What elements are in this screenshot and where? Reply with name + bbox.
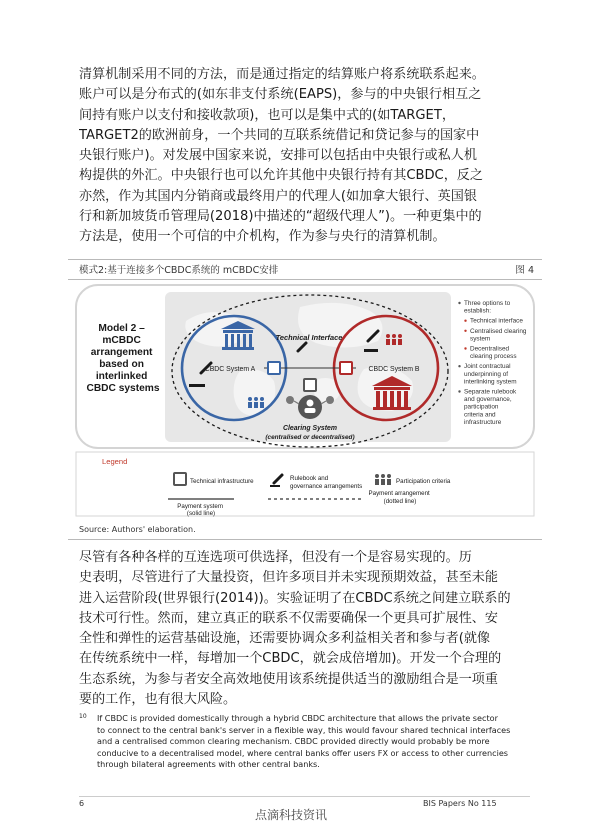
option-item: Joint contractual underpinning of interlinking system	[464, 363, 517, 386]
model-label-l6: CBDC systems	[86, 383, 160, 394]
footnote-line: and a centralised common clearing mechanism. CBDC provided directly would probably be more	[97, 736, 490, 747]
paragraph-2	[79, 548, 529, 710]
paragraph-1-line: 方法是，使用一个可信的中介机构，作为参与央行的清算机制。	[79, 229, 446, 245]
legend-payment-system-l1: Payment system	[177, 503, 223, 510]
paragraph-1-line: 间持有账户以支付和接收款项)，也可以是集中式的(如TARGET，	[79, 107, 455, 123]
publication-name: BIS Papers No 115	[423, 799, 497, 808]
footnote-line: conducive to a decentralised model, where central banks offer users FX or access to other currencies	[97, 747, 509, 758]
footnote-line: through bilateral agreements with other central banks.	[97, 759, 320, 770]
model-label-l2: mCBDC	[102, 335, 141, 346]
paragraph-2-line: 全性和弹性的运营基础设施，还需要协调众多利益相关者和参与者(就像	[79, 631, 491, 647]
option-item: Three options to establish:	[464, 300, 511, 315]
legend-rulebook-l2: governance arrangements	[290, 483, 363, 490]
figure-title: 模式2:基于连接多个CBDC系统的 mCBDC安排	[79, 265, 279, 276]
paragraph-2-line: 要的工作，也有很大风险。	[79, 692, 237, 708]
paragraph-1-line: 央银行账户)。对发展中国家来说，安排可以包括由中央银行或私人机	[79, 148, 477, 164]
paragraph-1	[79, 65, 529, 248]
footnote	[79, 713, 529, 771]
paragraph-2-line: 在传统系统中一样，每增加一个CBDC，就会成倍增加)。开发一个合理的	[79, 651, 502, 667]
figure-number: 图 4	[515, 265, 534, 276]
option-item: Centralised clearing system	[470, 327, 527, 343]
model-label-l4: based on	[99, 359, 144, 370]
option-item: Technical interface	[470, 317, 523, 325]
paragraph-1-line: 账户可以是分布式的(如东非支付系统(EAPS)，参与的中央银行相互之	[79, 87, 482, 103]
option-bullet	[464, 320, 466, 322]
option-bullet	[464, 347, 466, 349]
figure-bottom-rule	[68, 539, 542, 540]
option-bullet	[458, 365, 460, 367]
legend-payment-arrangement-l2: (dotted line)	[383, 498, 417, 505]
figure-diagram	[68, 259, 542, 541]
footer-rule	[79, 796, 530, 797]
clearing-system-sublabel: (centralised or decentralised)	[265, 434, 355, 441]
paragraph-2-line: 生态系统，为参与者安全高效地使用该系统提供适当的激励组合是一项重	[79, 671, 498, 687]
paragraph-2-line: 史表明，尽管进行了大量投资，但许多项目并未实现预期效益，甚至未能	[79, 570, 498, 586]
technical-interface-label: Technical Interface	[275, 333, 343, 342]
legend-payment-system-l2: (solid line)	[186, 510, 216, 517]
footnote-line: If CBDC is provided domestically through a hybrid CBDC architecture that allows the private sector	[97, 713, 498, 723]
figure-source: Source: Authors' elaboration.	[79, 525, 196, 534]
page-number: 6	[79, 799, 85, 808]
footnote-line: to connect to the central bank's server in a flexible way, this would favour shared technical interfaces	[97, 724, 511, 735]
option-bullet	[458, 390, 460, 392]
option-bullet	[464, 330, 466, 332]
model-label-l5: interlinked	[95, 371, 148, 382]
option-bullet	[458, 302, 460, 304]
legend-payment-arrangement-l1: Payment arrangement	[368, 490, 430, 497]
paragraph-1-line: 行和新加坡货币管理局(2018)中描述的“超级代理人”)。一种更集中的	[79, 209, 482, 225]
legend-participation-criteria: Participation criteria	[396, 478, 451, 485]
paragraph-1-line: 清算机制采用不同的方法，而是通过指定的结算账户将系统联系起来。	[79, 67, 485, 82]
model-label-l1: Model 2 –	[98, 323, 145, 334]
paragraph-2-line: 技术可行性。然而，建立真正的联系不仅需要确保一个更具可扩展性、安	[79, 610, 498, 626]
paragraph-2-line: 尽管有各种各样的互连选项可供选择，但没有一个是容易实现的。历	[79, 550, 472, 565]
paragraph-1-line: 亦然，作为其国内分销商或最终用户的代理人(如加拿大银行、英国银	[79, 188, 477, 204]
cbdc-system-a-label: CBDC System A	[204, 366, 256, 373]
clearing-system-label: Clearing System	[283, 425, 337, 432]
watermark-text: 点滴科技资讯	[255, 808, 328, 822]
legend-rulebook-l1: Rulebook and	[290, 475, 329, 482]
paragraph-1-line: TARGET2的欧洲前身，一个共同的互联系统借记和贷记参与的国家中	[79, 127, 480, 143]
paragraph-2-line: 进入运营阶段(世界银行(2014))。实验证明了在CBDC系统之间建立联系的	[79, 590, 511, 606]
option-item: Decentralised clearing process	[470, 345, 517, 361]
legend-technical-infrastructure: Technical infrastructure	[190, 478, 254, 485]
footnote-mark: 10	[79, 713, 87, 720]
paragraph-1-line: 构提供的外汇。中央银行也可以允许其他中央银行持有其CBDC，反之	[79, 168, 483, 184]
figure-4	[68, 259, 542, 541]
model-label-l3: arrangement	[90, 347, 153, 358]
option-item: Separate rulebook and governance, participation criteria and infrastructure	[464, 388, 517, 426]
cbdc-system-b-label: CBDC System B	[368, 366, 420, 373]
footnote-text	[79, 713, 529, 771]
legend-title: Legend	[102, 457, 128, 466]
